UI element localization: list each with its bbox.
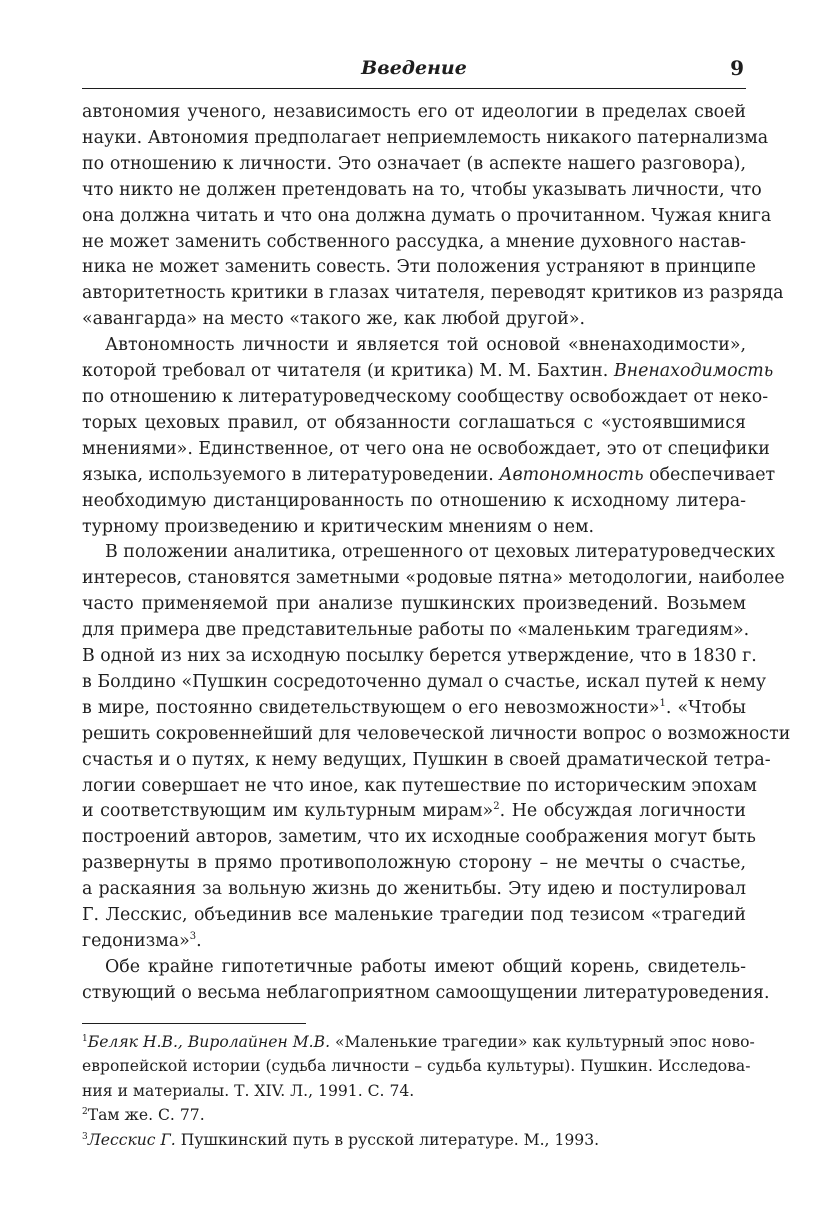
text-run: обеспечивает: [643, 464, 776, 485]
footnote-ref: 2: [493, 801, 500, 813]
running-header: [82, 56, 746, 89]
text-line: ствующий о весьма неблагоприятном самоощущении литературоведения.: [82, 982, 770, 1003]
text-line: счастья и о путях, к нему ведущих, Пушкин в своей драматической тетра-: [82, 749, 771, 770]
footnote-author: Беляк Н.В., Виролайнен М.В.: [87, 1033, 331, 1051]
text-run: в мире, постоянно свидетельствующем о его невозможности»: [82, 697, 660, 718]
text-line: авторитетность критики в глазах читателя, переводят критиков из разряда: [82, 283, 784, 304]
footnote-author: Лесскис Г.: [87, 1130, 176, 1149]
text-line: В положении аналитика, отрешенного от цеховых литературоведческих: [105, 542, 776, 563]
italic-term: Вненаходимость: [613, 361, 774, 382]
footnotes: [82, 1030, 755, 1152]
main-text: [82, 100, 791, 1007]
footnote-text: «Маленькие трагедии» как культурный эпос ново-: [330, 1033, 755, 1051]
text-line: логии совершает не что иное, как путешествие по историческим эпохам: [82, 775, 757, 796]
text-line: что никто не должен претендовать на то, чтобы указывать личности, что: [82, 179, 762, 200]
text-run: гедонизма»: [82, 931, 190, 951]
footnote-divider: [82, 1023, 306, 1024]
text-line: Г. Лесскис, объединив все маленькие трагедии под тезисом «трагедий: [82, 905, 746, 926]
footnote-mark: 2: [82, 1107, 88, 1118]
footnote-mark: 1: [82, 1033, 88, 1044]
text-line: мнениями». Единственное, от чего она не освобождает, это от специфики: [82, 438, 770, 459]
footnote-text: Там же. С. 77.: [87, 1106, 205, 1125]
text-run: . Не обсуждая логичности: [499, 801, 746, 822]
text-line: Обе крайне гипотетичные работы имеют общий корень, свидетель-: [105, 956, 746, 977]
footnote-1-line: ния и материалы. Т. XIV. Л., 1991. С. 74.: [82, 1081, 415, 1100]
text-line: ника не может заменить совесть. Эти положения устраняют в принципе: [82, 257, 756, 278]
text-line: по отношению к личности. Это означает (в аспекте нашего разговора),: [82, 153, 746, 174]
text-line: Автономность личности и является той основой «вненаходимости»,: [105, 335, 746, 356]
text-line: [82, 799, 746, 825]
footnote-mark: 3: [82, 1131, 88, 1142]
text-line: решить сокровеннейший для человеческой личности вопрос о возможности: [82, 723, 791, 744]
text-line: [82, 463, 776, 489]
text-run: .: [196, 931, 202, 951]
text-line: она должна читать и что она должна думать о прочитанном. Чужая книга: [82, 205, 772, 226]
text-line: часто применяемой при анализе пушкинских произведений. Возьмем: [82, 594, 746, 615]
text-run: которой требовал от читателя (и критика) М. М. Бахтин.: [82, 361, 614, 382]
text-line: [82, 359, 774, 385]
page-number: 9: [730, 56, 744, 80]
text-line: интересов, становятся заметными «родовые пятна» методологии, наиболее: [82, 568, 785, 589]
text-line: по отношению к литературоведческому сообществу освобождает от неко-: [82, 386, 769, 407]
running-title: Введение: [361, 57, 467, 79]
footnote-ref: 1: [659, 698, 666, 710]
text-line: необходимую дистанцированность по отношению к исходному литера-: [82, 490, 746, 511]
text-line: торых цеховых правил, от обязанности соглашаться с «устоявшимися: [82, 412, 746, 433]
text-line: автономия ученого, независимость его от идеологии в пределах своей: [82, 102, 746, 122]
footnote-1-line: европейской истории (судьба личности – судьба культуры). Пушкин. Исследова-: [82, 1057, 751, 1076]
text-line: [82, 696, 746, 722]
text-line: развернуты в прямо противоположную сторону – не мечты о счастье,: [82, 853, 746, 874]
text-run: . «Чтобы: [665, 697, 746, 718]
footnote-text: Пушкинский путь в русской литературе. М., 1993.: [175, 1130, 600, 1149]
text-line: для примера две представительные работы по «маленьким трагедиям».: [82, 620, 750, 641]
text-line: в Болдино «Пушкин сосредоточенно думал о счастье, искал путей к нему: [82, 671, 767, 692]
text-line: построений авторов, заметим, что их исходные соображения могут быть: [82, 827, 756, 848]
italic-term: Автономность: [499, 464, 644, 485]
footnote-ref: 3: [189, 931, 197, 943]
text-run: языка, используемого в литературоведении.: [82, 464, 500, 485]
footnote-3: [82, 1128, 746, 1152]
text-run: и соответствующим им культурным мирам»: [82, 801, 494, 822]
text-line: В одной из них за исходную посылку берется утверждение, что в 1830 г.: [82, 646, 757, 667]
footnote-1: [82, 1030, 755, 1054]
text-line: не может заменить собственного рассудка, а мнение духовного настав-: [82, 231, 746, 252]
text-line: науки. Автономия предполагает неприемлемость никакого патернализма: [82, 127, 769, 148]
text-line: турному произведению и критическим мнениям о нем.: [82, 516, 595, 537]
text-line: а раскаяния за вольную жизнь до женитьбы. Эту идею и постулировал: [82, 879, 746, 900]
text-line: [82, 929, 746, 955]
footnote-2: [82, 1103, 746, 1127]
text-line: «авангарда» на место «такого же, как любой другой».: [82, 309, 585, 330]
